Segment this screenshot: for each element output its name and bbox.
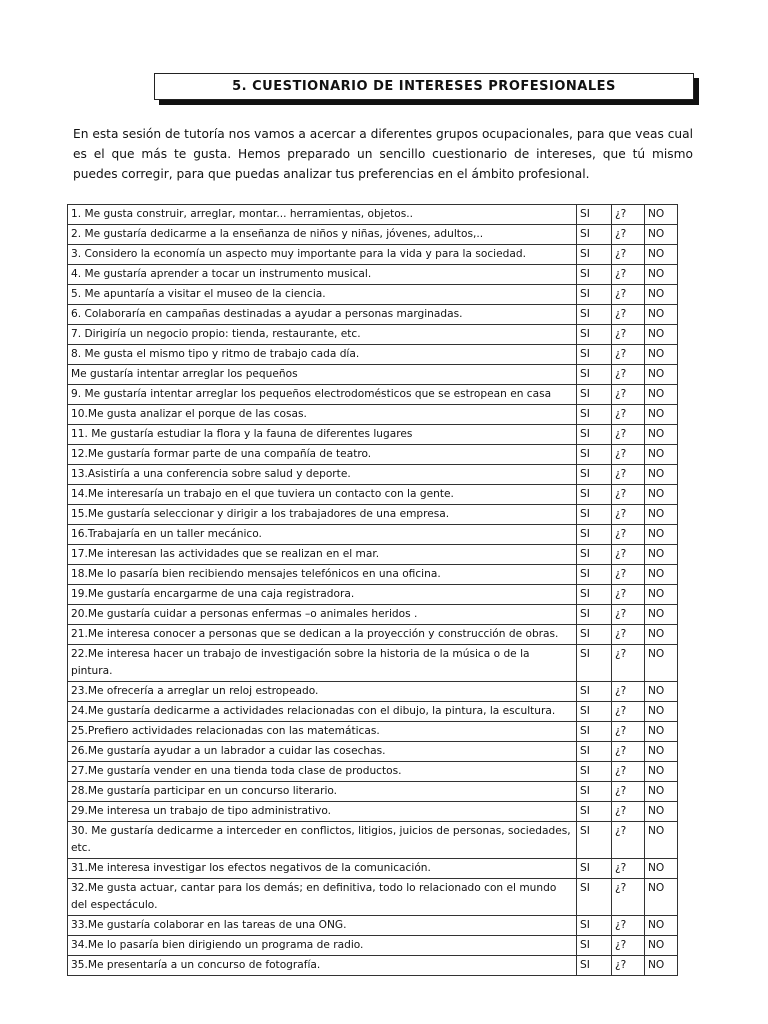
answer-si-cell[interactable]: SI [577,916,612,936]
answer-si-cell[interactable]: SI [577,822,612,859]
answer-maybe-cell[interactable]: ¿? [612,916,645,936]
answer-no-cell[interactable]: NO [645,265,678,285]
question-text: 8. Me gusta el mismo tipo y ritmo de trabajo cada día. [68,345,577,365]
question-text: 31.Me interesa investigar los efectos negativos de la comunicación. [68,859,577,879]
question-text: 19.Me gustaría encargarme de una caja registradora. [68,585,577,605]
table-row [68,859,678,879]
answer-maybe-cell[interactable]: ¿? [612,859,645,879]
answer-no-cell[interactable]: NO [645,956,678,976]
answer-si-cell[interactable]: SI [577,285,612,305]
answer-maybe-cell[interactable]: ¿? [612,585,645,605]
question-text: 5. Me apuntaría a visitar el museo de la ciencia. [68,285,577,305]
answer-si-cell[interactable]: SI [577,605,612,625]
answer-si-cell[interactable]: SI [577,722,612,742]
answer-si-cell[interactable]: SI [577,682,612,702]
answer-si-cell[interactable]: SI [577,525,612,545]
table-row [68,956,678,976]
answer-no-cell[interactable]: NO [645,425,678,445]
page-title: 5. CUESTIONARIO DE INTERESES PROFESIONALES [154,73,694,100]
answer-no-cell[interactable]: NO [645,565,678,585]
table-row [68,245,678,265]
table-row [68,822,678,859]
answer-maybe-cell[interactable]: ¿? [612,385,645,405]
table-row [68,605,678,625]
answer-maybe-cell[interactable]: ¿? [612,936,645,956]
answer-no-cell[interactable]: NO [645,485,678,505]
answer-maybe-cell[interactable]: ¿? [612,722,645,742]
answer-maybe-cell[interactable]: ¿? [612,565,645,585]
answer-si-cell[interactable]: SI [577,879,612,916]
table-row [68,936,678,956]
question-text: 17.Me interesan las actividades que se realizan en el mar. [68,545,577,565]
answer-maybe-cell[interactable]: ¿? [612,285,645,305]
answer-no-cell[interactable]: NO [645,936,678,956]
answer-no-cell[interactable]: NO [645,879,678,916]
table-row [68,445,678,465]
table-row [68,265,678,285]
question-text: 34.Me lo pasaría bien dirigiendo un programa de radio. [68,936,577,956]
table-row [68,525,678,545]
table-row [68,742,678,762]
question-text: 18.Me lo pasaría bien recibiendo mensajes telefónicos en una oficina. [68,565,577,585]
question-text: 2. Me gustaría dedicarme a la enseñanza de niños y niñas, jóvenes, adultos,.. [68,225,577,245]
answer-no-cell[interactable]: NO [645,859,678,879]
answer-maybe-cell[interactable]: ¿? [612,205,645,225]
answer-maybe-cell[interactable]: ¿? [612,485,645,505]
answer-no-cell[interactable]: NO [645,445,678,465]
answer-maybe-cell[interactable]: ¿? [612,956,645,976]
answer-si-cell[interactable]: SI [577,645,612,682]
answer-no-cell[interactable]: NO [645,545,678,565]
table-row [68,702,678,722]
answer-si-cell[interactable]: SI [577,445,612,465]
question-text: 4. Me gustaría aprender a tocar un instrumento musical. [68,265,577,285]
answer-si-cell[interactable]: SI [577,405,612,425]
table-row [68,365,678,385]
table-row [68,385,678,405]
question-text: 29.Me interesa un trabajo de tipo administrativo. [68,802,577,822]
answer-maybe-cell[interactable]: ¿? [612,505,645,525]
answer-no-cell[interactable]: NO [645,625,678,645]
answer-maybe-cell[interactable]: ¿? [612,445,645,465]
table-row [68,545,678,565]
answer-maybe-cell[interactable]: ¿? [612,762,645,782]
table-row [68,682,678,702]
table-row [68,485,678,505]
table-row [68,325,678,345]
answer-no-cell[interactable]: NO [645,305,678,325]
question-text: 7. Dirigiría un negocio propio: tienda, restaurante, etc. [68,325,577,345]
answer-no-cell[interactable]: NO [645,742,678,762]
answer-si-cell[interactable]: SI [577,305,612,325]
answer-no-cell[interactable]: NO [645,682,678,702]
answer-maybe-cell[interactable]: ¿? [612,545,645,565]
questionnaire-table [67,204,678,976]
answer-maybe-cell[interactable]: ¿? [612,345,645,365]
table-row [68,762,678,782]
answer-maybe-cell[interactable]: ¿? [612,225,645,245]
answer-si-cell[interactable]: SI [577,565,612,585]
answer-si-cell[interactable]: SI [577,545,612,565]
table-row [68,916,678,936]
question-text: 21.Me interesa conocer a personas que se dedican a la proyección y construcción de obras. [68,625,577,645]
table-row [68,802,678,822]
question-text: 16.Trabajaría en un taller mecánico. [68,525,577,545]
table-row [68,722,678,742]
answer-si-cell[interactable]: SI [577,265,612,285]
question-text: 25.Prefiero actividades relacionadas con las matemáticas. [68,722,577,742]
answer-no-cell[interactable]: NO [645,225,678,245]
table-row [68,345,678,365]
answer-no-cell[interactable]: NO [645,385,678,405]
answer-no-cell[interactable]: NO [645,365,678,385]
table-row [68,305,678,325]
answer-maybe-cell[interactable]: ¿? [612,305,645,325]
table-row [68,565,678,585]
question-text: 24.Me gustaría dedicarme a actividades relacionadas con el dibujo, la pintura, la escultura. [68,702,577,722]
answer-no-cell[interactable]: NO [645,722,678,742]
answer-maybe-cell[interactable]: ¿? [612,265,645,285]
question-text: 12.Me gustaría formar parte de una compañía de teatro. [68,445,577,465]
answer-si-cell[interactable]: SI [577,225,612,245]
answer-si-cell[interactable]: SI [577,585,612,605]
answer-maybe-cell[interactable]: ¿? [612,465,645,485]
answer-no-cell[interactable]: NO [645,605,678,625]
table-row [68,645,678,682]
answer-maybe-cell[interactable]: ¿? [612,625,645,645]
answer-no-cell[interactable]: NO [645,645,678,682]
answer-no-cell[interactable]: NO [645,505,678,525]
answer-maybe-cell[interactable]: ¿? [612,702,645,722]
answer-si-cell[interactable]: SI [577,742,612,762]
answer-si-cell[interactable]: SI [577,425,612,445]
question-text: 11. Me gustaría estudiar la flora y la fauna de diferentes lugares [68,425,577,445]
question-text: 3. Considero la economía un aspecto muy importante para la vida y para la sociedad. [68,245,577,265]
question-text: 22.Me interesa hacer un trabajo de investigación sobre la historia de la música o de la pintura. [68,645,577,682]
table-row [68,625,678,645]
table-row [68,205,678,225]
question-text: 26.Me gustaría ayudar a un labrador a cuidar las cosechas. [68,742,577,762]
answer-si-cell[interactable]: SI [577,762,612,782]
answer-maybe-cell[interactable]: ¿? [612,742,645,762]
question-text: 35.Me presentaría a un concurso de fotografía. [68,956,577,976]
question-text: 14.Me interesaría un trabajo en el que tuviera un contacto con la gente. [68,485,577,505]
question-text: 13.Asistiría a una conferencia sobre salud y deporte. [68,465,577,485]
answer-maybe-cell[interactable]: ¿? [612,405,645,425]
answer-maybe-cell[interactable]: ¿? [612,822,645,859]
answer-si-cell[interactable]: SI [577,245,612,265]
table-row [68,782,678,802]
answer-si-cell[interactable]: SI [577,465,612,485]
question-text: 33.Me gustaría colaborar en las tareas de una ONG. [68,916,577,936]
answer-si-cell[interactable]: SI [577,802,612,822]
table-row [68,405,678,425]
question-text: 27.Me gustaría vender en una tienda toda clase de productos. [68,762,577,782]
table-row [68,585,678,605]
answer-maybe-cell[interactable]: ¿? [612,325,645,345]
answer-no-cell[interactable]: NO [645,916,678,936]
answer-maybe-cell[interactable]: ¿? [612,365,645,385]
answer-no-cell[interactable]: NO [645,325,678,345]
answer-si-cell[interactable]: SI [577,956,612,976]
answer-no-cell[interactable]: NO [645,822,678,859]
question-text: Me gustaría intentar arreglar los pequeños [68,365,577,385]
question-text: 9. Me gustaría intentar arreglar los pequeños electrodomésticos que se estropean en casa [68,385,577,405]
answer-si-cell[interactable]: SI [577,702,612,722]
answer-no-cell[interactable]: NO [645,702,678,722]
answer-no-cell[interactable]: NO [645,285,678,305]
answer-no-cell[interactable]: NO [645,762,678,782]
answer-no-cell[interactable]: NO [645,205,678,225]
question-text: 10.Me gusta analizar el porque de las cosas. [68,405,577,425]
question-text: 32.Me gusta actuar, cantar para los demás; en definitiva, todo lo relacionado con el mundo del espectáculo. [68,879,577,916]
answer-si-cell[interactable]: SI [577,325,612,345]
table-row [68,505,678,525]
answer-no-cell[interactable]: NO [645,405,678,425]
answer-maybe-cell[interactable]: ¿? [612,782,645,802]
answer-si-cell[interactable]: SI [577,936,612,956]
question-text: 30. Me gustaría dedicarme a interceder en conflictos, litigios, juicios de personas, sociedades, etc. [68,822,577,859]
table-row [68,465,678,485]
question-text: 6. Colaboraría en campañas destinadas a ayudar a personas marginadas. [68,305,577,325]
question-text: 20.Me gustaría cuidar a personas enfermas –o animales heridos . [68,605,577,625]
answer-si-cell[interactable]: SI [577,782,612,802]
table-row [68,225,678,245]
answer-maybe-cell[interactable]: ¿? [612,245,645,265]
question-text: 15.Me gustaría seleccionar y dirigir a los trabajadores de una empresa. [68,505,577,525]
answer-si-cell[interactable]: SI [577,485,612,505]
answer-no-cell[interactable]: NO [645,782,678,802]
answer-no-cell[interactable]: NO [645,245,678,265]
answer-si-cell[interactable]: SI [577,625,612,645]
table-row [68,425,678,445]
answer-si-cell[interactable]: SI [577,205,612,225]
answer-no-cell[interactable]: NO [645,345,678,365]
answer-no-cell[interactable]: NO [645,802,678,822]
answer-si-cell[interactable]: SI [577,385,612,405]
question-text: 1. Me gusta construir, arreglar, montar... herramientas, objetos.. [68,205,577,225]
question-text: 28.Me gustaría participar en un concurso literario. [68,782,577,802]
answer-si-cell[interactable]: SI [577,505,612,525]
answer-no-cell[interactable]: NO [645,585,678,605]
answer-maybe-cell[interactable]: ¿? [612,645,645,682]
answer-maybe-cell[interactable]: ¿? [612,525,645,545]
answer-no-cell[interactable]: NO [645,525,678,545]
answer-si-cell[interactable]: SI [577,859,612,879]
intro-paragraph: En esta sesión de tutoría nos vamos a acercar a diferentes grupos ocupacionales, para que veas cual es el que más te gusta. Hemos preparado un sencillo cuestionario de intereses, que tú mismo puedes corregir, para que puedas analizar tus preferencias en el ámbito profesional. [73,127,693,181]
answer-si-cell[interactable]: SI [577,345,612,365]
answer-no-cell[interactable]: NO [645,465,678,485]
answer-maybe-cell[interactable]: ¿? [612,802,645,822]
answer-si-cell[interactable]: SI [577,365,612,385]
table-row [68,879,678,916]
question-text: 23.Me ofrecería a arreglar un reloj estropeado. [68,682,577,702]
answer-maybe-cell[interactable]: ¿? [612,425,645,445]
answer-maybe-cell[interactable]: ¿? [612,682,645,702]
table-row [68,285,678,305]
answer-maybe-cell[interactable]: ¿? [612,879,645,916]
answer-maybe-cell[interactable]: ¿? [612,605,645,625]
